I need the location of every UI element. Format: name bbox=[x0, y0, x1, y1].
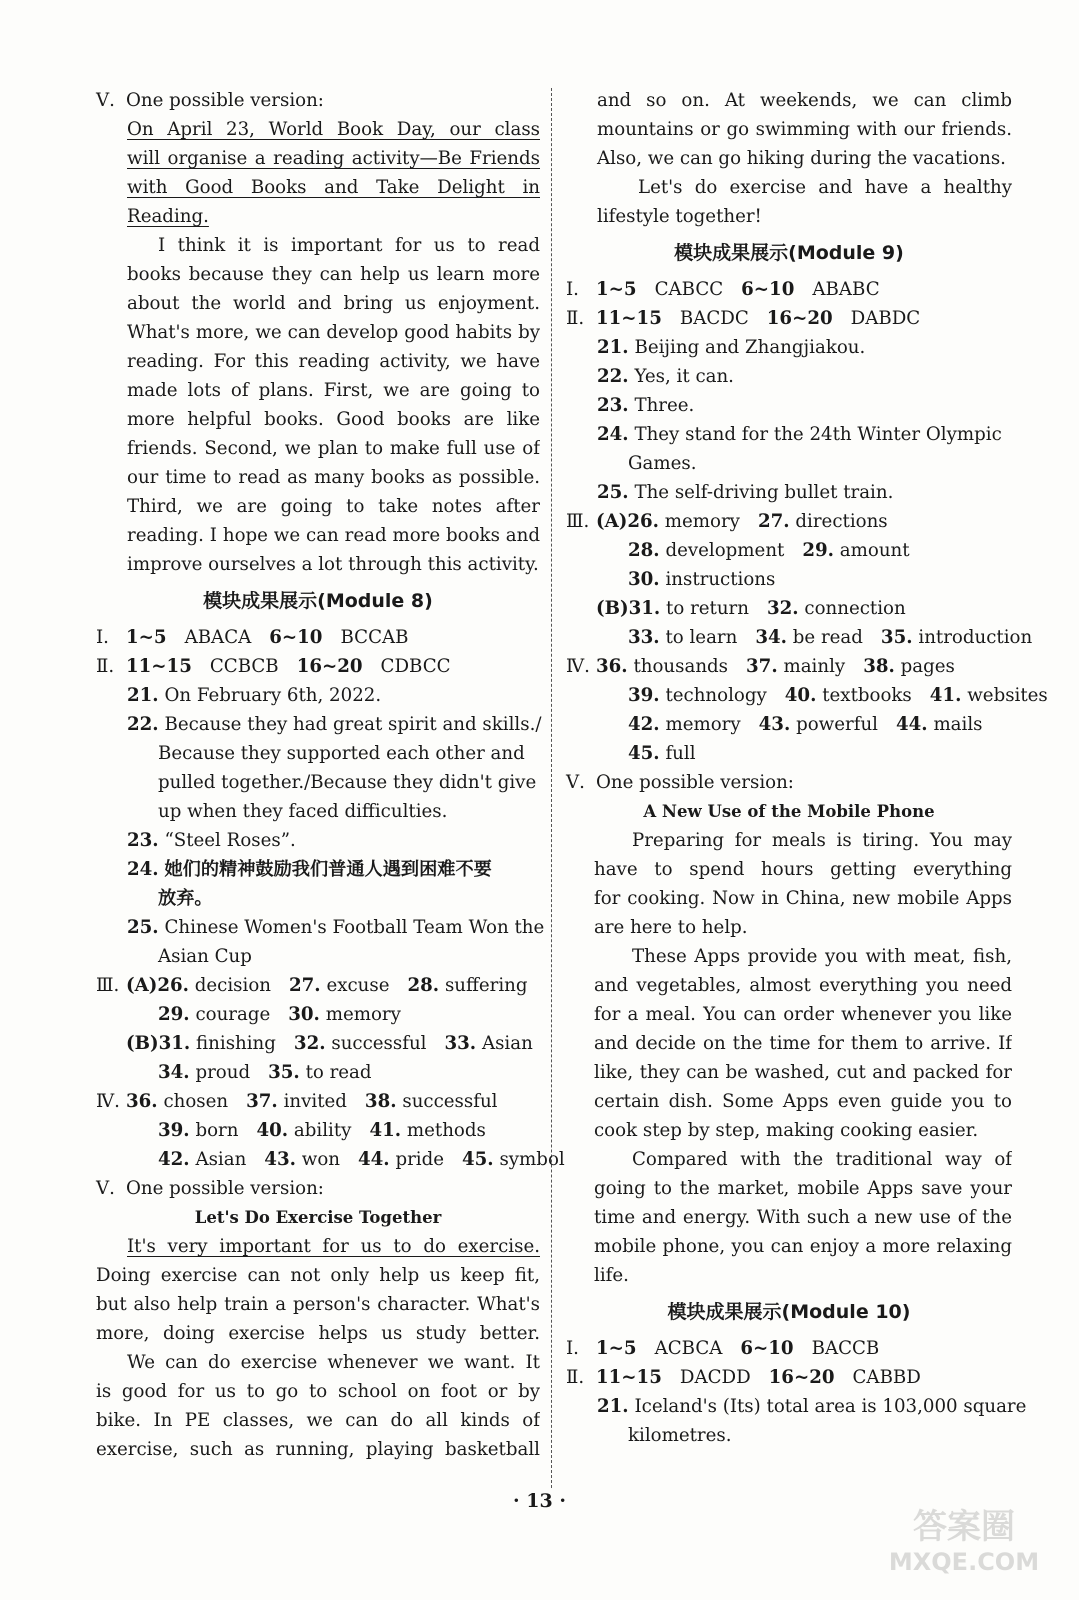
m9-q24: 24. They stand for the 24th Winter Olympic bbox=[597, 424, 1002, 445]
section-v-intro: Ⅴ. One possible version: bbox=[96, 90, 324, 111]
answer-number: 38. bbox=[364, 1091, 397, 1112]
answer-number: 29. bbox=[802, 540, 834, 561]
essay-line: is good for us to go to school on foot or by bbox=[96, 1381, 540, 1402]
answer-number: 27. bbox=[289, 975, 321, 996]
essay-line: We can do exercise whenever we want. It bbox=[127, 1352, 540, 1373]
answer-number: (A)26. bbox=[126, 975, 189, 996]
essay-line: and vegetables, almost everything you need bbox=[594, 975, 1012, 996]
essay-line: lifestyle together! bbox=[597, 206, 762, 227]
answer-row: Ⅳ. 36. chosen 37. invited 38. successful bbox=[96, 1091, 498, 1112]
m9-section-ii: Ⅱ. 11~15 BACDC 16~20 DABDC bbox=[566, 308, 921, 329]
answer-text: successful bbox=[331, 1033, 427, 1054]
essay-line: Preparing for meals is tiring. You may bbox=[632, 830, 1012, 851]
answer-text: pride bbox=[395, 1149, 444, 1170]
answer-number: 39. bbox=[628, 685, 660, 706]
answer-number: 45. bbox=[462, 1149, 494, 1170]
answer-text: mails bbox=[933, 714, 983, 735]
answer-row bbox=[96, 1000, 540, 1029]
answer-text: finishing bbox=[196, 1033, 276, 1054]
answer-number: 34. bbox=[755, 627, 787, 648]
answer-row bbox=[566, 710, 1012, 739]
answer-row: Ⅳ. 36. thousands 37. mainly 38. pages bbox=[566, 656, 955, 677]
answer-row bbox=[566, 594, 1012, 623]
m9-section-iv bbox=[566, 652, 1048, 768]
m8-section-iii bbox=[96, 971, 540, 1087]
answer-row bbox=[566, 681, 1048, 710]
m9-essay bbox=[566, 826, 1012, 1290]
essay-line: about the world and bring us enjoyment. bbox=[127, 293, 540, 314]
essay-line: for a meal. You can order whenever you like bbox=[594, 1004, 1012, 1025]
answer-number: 43. bbox=[758, 714, 791, 735]
essay-line: certain dish. Some Apps even guide you to bbox=[594, 1091, 1012, 1112]
m8-q22-line: up when they faced difficulties. bbox=[158, 801, 448, 822]
essay-line: Reading. bbox=[127, 206, 209, 227]
m9-q21: 21. Beijing and Zhangjiakou. bbox=[597, 337, 866, 358]
answer-number: (B)31. bbox=[596, 598, 661, 619]
answer-number: 33. bbox=[444, 1033, 477, 1054]
essay-line: have to spend hours getting everything bbox=[594, 859, 1012, 880]
essay-line: are here to help. bbox=[594, 917, 748, 938]
answer-row: Ⅲ. (A)26. decision 27. excuse 28. suffering bbox=[96, 975, 528, 996]
essay-continuation bbox=[566, 86, 1012, 231]
answer-text: thousands bbox=[633, 656, 729, 677]
answer-text: excuse bbox=[326, 975, 390, 996]
essay-paragraph bbox=[96, 231, 540, 579]
m8-q25-line: Asian Cup bbox=[158, 946, 252, 967]
module10-heading: 模块成果展示(Module 10) bbox=[667, 1301, 911, 1323]
answer-number: 36. bbox=[126, 1091, 158, 1112]
answer-number: 32. bbox=[293, 1033, 326, 1054]
answer-text: Asian bbox=[481, 1033, 533, 1054]
m8-section-i: Ⅰ. 1~5 ABACA 6~10 BCCAB bbox=[96, 627, 409, 648]
answer-number: 35. bbox=[880, 627, 913, 648]
essay-line: like, they can be washed, cut and packed for bbox=[594, 1062, 1012, 1083]
watermark-text: 答案圈 bbox=[913, 1507, 1015, 1547]
essay-line: reading. I hope we can read more books and bbox=[127, 525, 540, 546]
answer-text: connection bbox=[804, 598, 906, 619]
m8-essay-title: Let's Do Exercise Together bbox=[194, 1208, 442, 1227]
answer-text: invited bbox=[283, 1091, 347, 1112]
essay-line: These Apps provide you with meat, fish, bbox=[632, 946, 1012, 967]
m10-section-i: Ⅰ. 1~5 ACBCA 6~10 BACCB bbox=[566, 1338, 880, 1359]
answer-text: technology bbox=[665, 685, 767, 706]
essay-line: Third, we are going to take notes after bbox=[127, 496, 540, 517]
m8-q25: 25. Chinese Women's Football Team Won the bbox=[127, 917, 545, 938]
essay-line: more helpful books. Good books are like bbox=[127, 409, 540, 430]
essay-line: and so on. At weekends, we can climb bbox=[597, 90, 1012, 111]
answer-row bbox=[566, 623, 1033, 652]
essay-line: bike. In PE classes, we can do all kinds of bbox=[96, 1410, 540, 1431]
answer-number: 40. bbox=[256, 1120, 289, 1141]
m8-q22-line: pulled together./Because they didn't give bbox=[158, 772, 537, 793]
answer-text: mainly bbox=[783, 656, 846, 677]
answer-number: 42. bbox=[158, 1149, 190, 1170]
answer-number: 40. bbox=[784, 685, 817, 706]
page-number: · 13 · bbox=[513, 1490, 566, 1512]
module8-heading: 模块成果展示(Module 8) bbox=[203, 590, 433, 612]
answer-text: decision bbox=[194, 975, 271, 996]
answer-number: 35. bbox=[268, 1062, 300, 1083]
answer-text: amount bbox=[839, 540, 910, 561]
m8-q21: 21. On February 6th, 2022. bbox=[127, 685, 382, 706]
essay-line: exercise, such as running, playing basketball bbox=[96, 1439, 540, 1460]
essay-line: but also help train a person's character. What's bbox=[96, 1294, 540, 1315]
answer-number: 36. bbox=[596, 656, 628, 677]
right-column bbox=[566, 86, 1048, 1450]
essay-line: books because they can help us learn more bbox=[127, 264, 540, 285]
answer-row bbox=[566, 739, 1012, 768]
answer-number: 37. bbox=[246, 1091, 278, 1112]
answer-number: (A)26. bbox=[596, 511, 659, 532]
answer-number: 38. bbox=[863, 656, 895, 677]
essay-line: going to the market, mobile Apps save your bbox=[594, 1178, 1012, 1199]
answer-text: memory bbox=[665, 714, 741, 735]
answer-text: be read bbox=[792, 627, 863, 648]
answer-text: symbol bbox=[499, 1149, 565, 1170]
answer-text: memory bbox=[325, 1004, 401, 1025]
m8-q24-line: 放弃。 bbox=[158, 888, 213, 909]
answer-text: suffering bbox=[444, 975, 528, 996]
m8-section-ii: Ⅱ. 11~15 CCBCB 16~20 CDBCC bbox=[96, 656, 451, 677]
essay-line: Compared with the traditional way of bbox=[632, 1149, 1012, 1170]
essay-line: It's very important for us to do exercise. bbox=[127, 1236, 540, 1257]
module9-heading: 模块成果展示(Module 9) bbox=[674, 242, 904, 264]
answer-number: 28. bbox=[628, 540, 660, 561]
answer-text: chosen bbox=[163, 1091, 229, 1112]
essay-line: Doing exercise can not only help us keep fit, bbox=[96, 1265, 540, 1286]
answer-text: directions bbox=[795, 511, 888, 532]
answer-text: introduction bbox=[918, 627, 1033, 648]
m8-q22: 22. Because they had great spirit and skills./ bbox=[127, 714, 542, 735]
answer-row bbox=[96, 1116, 540, 1145]
answer-text: memory bbox=[664, 511, 740, 532]
m8-section-v: Ⅴ. One possible version: bbox=[96, 1178, 324, 1199]
answer-text: textbooks bbox=[822, 685, 912, 706]
answer-number: 37. bbox=[746, 656, 778, 677]
essay-line: I think it is important for us to read bbox=[158, 235, 540, 256]
answer-number: 34. bbox=[158, 1062, 190, 1083]
answer-number: 28. bbox=[407, 975, 440, 996]
m10-q21: 21. Iceland's (Its) total area is 103,000 square bbox=[597, 1396, 1027, 1417]
essay-line: reading. For this reading activity, we have bbox=[127, 351, 540, 372]
essay-line: with Good Books and Take Delight in bbox=[127, 177, 540, 198]
essay-line: improve ourselves a lot through this activity. bbox=[127, 554, 539, 575]
answer-number: 43. bbox=[264, 1149, 296, 1170]
watermark-logo bbox=[869, 1500, 1059, 1580]
m9-section-v: Ⅴ. One possible version: bbox=[566, 772, 794, 793]
answer-row bbox=[96, 1145, 565, 1174]
answer-number: 44. bbox=[895, 714, 928, 735]
answer-text: Asian bbox=[195, 1149, 247, 1170]
essay-line: cook step by step, making cooking easier. bbox=[594, 1120, 979, 1141]
answer-number: 39. bbox=[158, 1120, 190, 1141]
answer-number: 30. bbox=[628, 569, 660, 590]
answer-text: courage bbox=[195, 1004, 271, 1025]
essay-line: On April 23, World Book Day, our class bbox=[127, 119, 540, 140]
essay-line: friends. Second, we plan to make full use of bbox=[127, 438, 540, 459]
essay-line: life. bbox=[594, 1265, 629, 1286]
m10-q21-line: kilometres. bbox=[628, 1425, 732, 1446]
m8-q23: 23. “Steel Roses”. bbox=[127, 830, 296, 851]
answer-number: 33. bbox=[628, 627, 660, 648]
essay-line: for cooking. Now in China, new mobile Apps bbox=[594, 888, 1012, 909]
m9-q24-line: Games. bbox=[628, 453, 697, 474]
answer-number: 29. bbox=[158, 1004, 190, 1025]
answer-number: 32. bbox=[766, 598, 799, 619]
answer-number: 44. bbox=[357, 1149, 390, 1170]
m9-q22: 22. Yes, it can. bbox=[597, 366, 734, 387]
answer-text: websites bbox=[967, 685, 1048, 706]
m9-essay-title: A New Use of the Mobile Phone bbox=[643, 802, 935, 821]
m8-section-iv bbox=[96, 1087, 565, 1174]
answer-text: instructions bbox=[665, 569, 776, 590]
answer-text: pages bbox=[900, 656, 955, 677]
m8-essay bbox=[96, 1232, 540, 1464]
essay-line: made lots of plans. First, we are going to bbox=[127, 380, 540, 401]
answer-text: won bbox=[301, 1149, 340, 1170]
m8-q22-line: Because they supported each other and bbox=[158, 743, 525, 764]
answer-text: proud bbox=[195, 1062, 251, 1083]
essay-line: will organise a reading activity—Be Friends bbox=[127, 148, 540, 169]
answer-text: methods bbox=[406, 1120, 486, 1141]
answer-text: to read bbox=[305, 1062, 372, 1083]
column-divider bbox=[551, 88, 552, 1488]
essay-line: mobile phone, you can enjoy a more relaxing bbox=[594, 1236, 1012, 1257]
answer-row bbox=[566, 536, 1012, 565]
answer-number: 45. bbox=[628, 743, 660, 764]
answer-text: development bbox=[665, 540, 785, 561]
m8-q24: 24. 她们的精神鼓励我们普通人遇到困难不要 bbox=[127, 859, 492, 880]
answer-row bbox=[96, 1029, 540, 1058]
answer-row bbox=[96, 1058, 540, 1087]
essay-line: mountains or go swimming with our friends. bbox=[597, 119, 1012, 140]
answer-number: (B)31. bbox=[126, 1033, 191, 1054]
m9-q25: 25. The self-driving bullet train. bbox=[597, 482, 894, 503]
answer-text: to learn bbox=[665, 627, 738, 648]
answer-text: born bbox=[195, 1120, 239, 1141]
answer-text: ability bbox=[293, 1120, 352, 1141]
essay-line: Let's do exercise and have a healthy bbox=[638, 177, 1012, 198]
m9-section-iii bbox=[566, 507, 1033, 652]
answer-row: Ⅲ. (A)26. memory 27. directions bbox=[566, 511, 888, 532]
essay-line: more, doing exercise helps us study better. bbox=[96, 1323, 540, 1344]
essay-line: time and energy. With such a new use of the bbox=[594, 1207, 1012, 1228]
answer-row bbox=[566, 565, 1012, 594]
essay-line: our time to read as many books as possible. bbox=[127, 467, 540, 488]
answer-number: 27. bbox=[757, 511, 790, 532]
m10-section-ii: Ⅱ. 11~15 DACDD 16~20 CABBD bbox=[566, 1367, 921, 1388]
left-column bbox=[96, 86, 565, 1464]
essay-line: and decide on the time for them to arrive. If bbox=[594, 1033, 1012, 1054]
essay-line: Also, we can go hiking during the vacations. bbox=[597, 148, 1006, 169]
answer-text: powerful bbox=[796, 714, 878, 735]
watermark-url: MXQE.COM bbox=[888, 1548, 1040, 1576]
answer-text: full bbox=[665, 743, 696, 764]
answer-number: 41. bbox=[929, 685, 962, 706]
answer-number: 42. bbox=[628, 714, 660, 735]
essay-line: What's more, we can develop good habits by bbox=[127, 322, 540, 343]
m9-q23: 23. Three. bbox=[597, 395, 695, 416]
answer-text: successful bbox=[402, 1091, 498, 1112]
answer-text: to return bbox=[666, 598, 749, 619]
m9-section-i: Ⅰ. 1~5 CABCC 6~10 ABABC bbox=[566, 279, 880, 300]
answer-number: 41. bbox=[369, 1120, 402, 1141]
answer-number: 30. bbox=[288, 1004, 320, 1025]
